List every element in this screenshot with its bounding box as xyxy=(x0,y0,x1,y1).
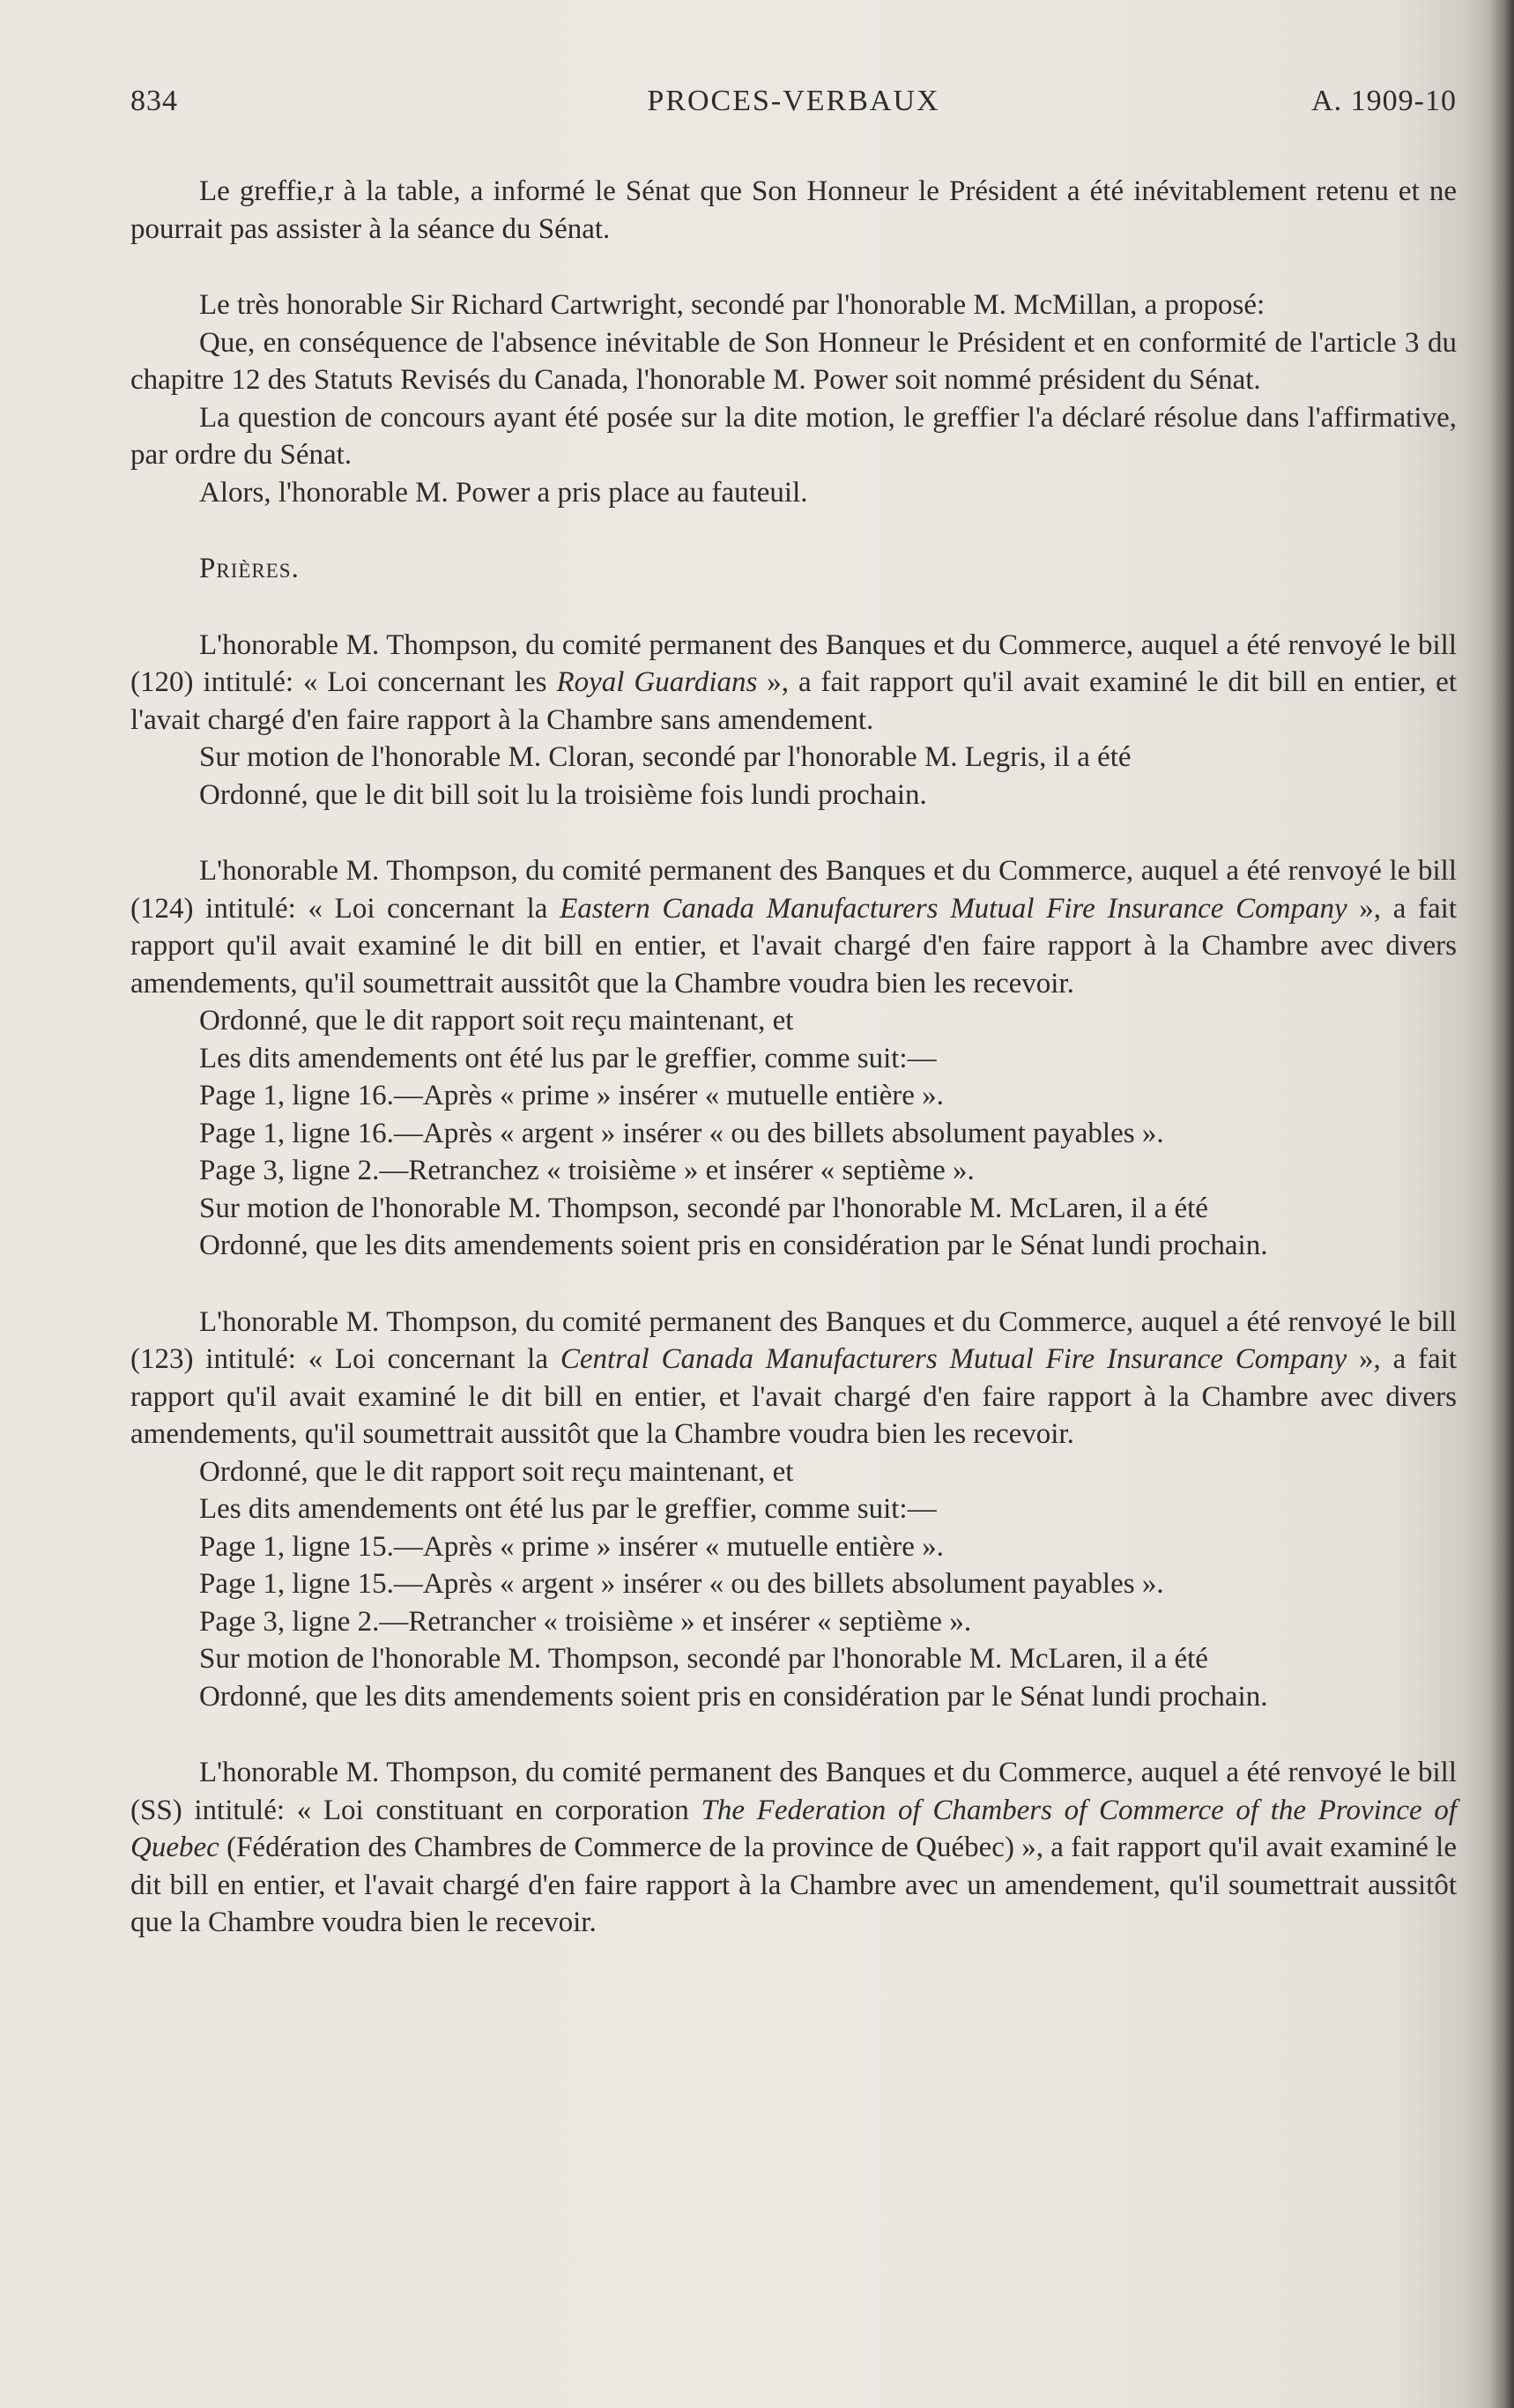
text-run: », a fait rapport qu'il avait examiné le dit bill en entier, et l'avait chargé d'en faire rapport à la Chambre sans amendement. xyxy=(130,666,1457,736)
italic-title: Central Canada Manufacturers Mutual Fire Insurance Company xyxy=(560,1343,1347,1375)
amendment-line: Page 3, ligne 2.—Retrancher « troisième » et insérer « septième ». xyxy=(199,1605,972,1638)
paragraph: Alors, l'honorable M. Power a pris place au fauteuil. xyxy=(199,476,808,509)
amendment-line: Page 3, ligne 2.—Retranchez « troisième » et insérer « septième ». xyxy=(199,1155,975,1186)
paragraph: Sur motion de l'honorable M. Thompson, secondé par l'honorable M. McLaren, il a été xyxy=(199,1192,1208,1224)
paragraph xyxy=(130,1304,1457,1453)
session-year: A. 1909-10 xyxy=(1311,85,1457,117)
paragraph: Le très honorable Sir Richard Cartwright, secondé par l'honorable M. McMillan, a proposé: xyxy=(199,289,1265,321)
paragraph: Les dits amendements ont été lus par le greffier, comme suit:— xyxy=(199,1493,937,1525)
paragraph: Ordonné, que les dits amendements soient pris en considération par le Sénat lundi prochain. xyxy=(199,1680,1268,1713)
paragraph: Sur motion de l'honorable M. Thompson, secondé par l'honorable M. McLaren, il a été xyxy=(199,1643,1208,1675)
paragraph xyxy=(130,627,1457,739)
paragraph: Ordonné, que le dit bill soit lu la troisième fois lundi prochain. xyxy=(199,778,927,811)
italic-title: Eastern Canada Manufacturers Mutual Fire Insurance Company xyxy=(560,892,1347,925)
text-run: (Fédération des Chambres de Commerce de la province de Québec) », a fait rapport qu'il avait examiné le dit bill en entier, et l'avait chargé d'en faire rapport à la Chambre avec un amendement, qu'il soumettrait aussitôt que la Chambre voudra bien le recevoir. xyxy=(130,1832,1457,1938)
amendment-line: Page 1, ligne 16.—Après « prime » insérer « mutuelle entière ». xyxy=(199,1080,944,1111)
amendment-line: Page 1, ligne 15.—Après « prime » insérer « mutuelle entière ». xyxy=(199,1530,944,1563)
paragraph: Ordonné, que le dit rapport soit reçu maintenant, et xyxy=(199,1455,794,1488)
text-run: L'honorable M. Thompson, du comité permanent des Banques et du Commerce, auquel a été renvoyé le bill (123) intitulé: « Loi concernant la xyxy=(130,1305,1457,1375)
text-run: L'honorable M. Thompson, du comité permanent des Banques et du Commerce, auquel a été renvoyé le bill (124) intitulé: « Loi concernant la xyxy=(130,855,1457,925)
italic-title: The Federation of Chambers of Commerce of the Province of Quebec xyxy=(130,1794,1457,1863)
paragraph: Le greffie,r à la table, a informé le Sénat que Son Honneur le Président a été inévitablement retenu et ne pourrait pas assister à la séance du Sénat. xyxy=(130,175,1457,245)
paragraph: La question de concours ayant été posée sur la dite motion, le greffier l'a déclaré résolue dans l'affirmative, par ordre du Sénat. xyxy=(130,401,1457,471)
text-run: L'honorable M. Thompson, du comité permanent des Banques et du Commerce, auquel a été renvoyé le bill (SS) intitulé: « Loi constituant en corporation xyxy=(130,1757,1457,1826)
paragraph xyxy=(130,852,1457,1002)
text-run: », a fait rapport qu'il avait examiné le dit bill en entier, et l'avait chargé d'en faire rapport à la Chambre avec divers amendements, qu'il soumettrait aussitôt que la Chambre voudra bien les recevoir. xyxy=(130,1343,1457,1450)
paragraph xyxy=(130,1754,1457,1942)
paragraph: Ordonné, que le dit rapport soit reçu maintenant, et xyxy=(199,1005,794,1037)
amendment-line: Page 1, ligne 16.—Après « argent » insérer « ou des billets absolument payables ». xyxy=(199,1117,1164,1149)
italic-title: Royal Guardians xyxy=(556,666,758,698)
paragraph: Sur motion de l'honorable M. Cloran, secondé par l'honorable M. Legris, il a été xyxy=(199,741,1132,773)
page-number: 834 xyxy=(130,85,178,117)
paragraph: Les dits amendements ont été lus par le greffier, comme suit:— xyxy=(199,1042,937,1074)
paragraph: Que, en conséquence de l'absence inévitable de Son Honneur le Président et en conformité de l'article 3 du chapitre 12 des Statuts Revisés du Canada, l'honorable M. Power soit nommé président du Sénat. xyxy=(130,326,1457,396)
running-title: PROCES-VERBAUX xyxy=(647,85,940,117)
text-run: L'honorable M. Thompson, du comité permanent des Banques et du Commerce, auquel a été renvoyé le bill (120) intitulé: « Loi concernant les xyxy=(130,628,1457,698)
minutes-body xyxy=(130,173,1457,1942)
paragraph: Ordonné, que les dits amendements soient pris en considération par le Sénat lundi prochain. xyxy=(199,1230,1268,1261)
binding-shadow xyxy=(1489,0,1514,2408)
page-header xyxy=(130,85,1457,123)
section-heading: Prières. xyxy=(199,553,300,584)
text-run: », a fait rapport qu'il avait examiné le dit bill en entier, et l'avait chargé d'en faire rapport à la Chambre avec divers amendements, qu'il soumettrait aussitôt que la Chambre voudra bien les recevoir. xyxy=(130,892,1457,1000)
amendment-line: Page 1, ligne 15.—Après « argent » insérer « ou des billets absolument payables ». xyxy=(199,1568,1164,1600)
